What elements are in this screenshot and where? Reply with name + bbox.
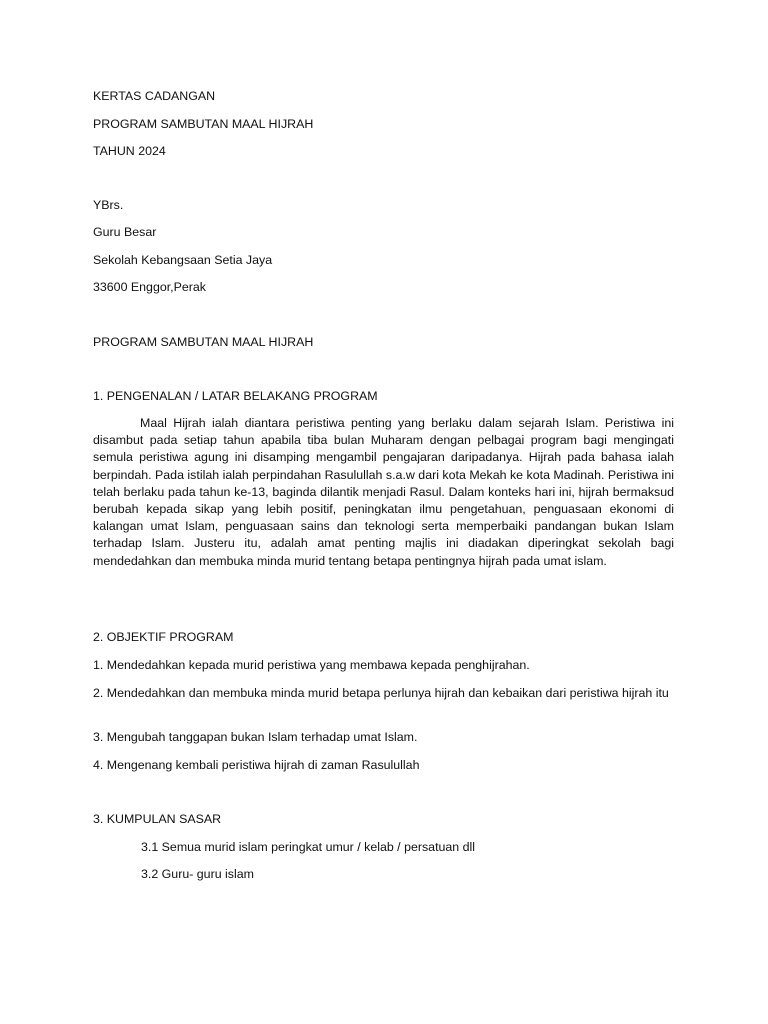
doc-title-line-1: KERTAS CADANGAN (93, 89, 216, 103)
section-2-heading: 2. OBJEKTIF PROGRAM (93, 630, 234, 644)
recipient-title: Guru Besar (93, 225, 157, 239)
recipient-salutation: YBrs. (93, 198, 124, 212)
recipient-address: 33600 Enggor,Perak (93, 280, 206, 294)
target-group-item-2: 3.2 Guru- guru islam (141, 867, 254, 881)
subject-heading: PROGRAM SAMBUTAN MAAL HIJRAH (93, 335, 314, 349)
recipient-school: Sekolah Kebangsaan Setia Jaya (93, 253, 273, 267)
target-group-item-1: 3.1 Semua murid islam peringkat umur / kelab / persatuan dll (141, 840, 476, 854)
section-3-heading: 3. KUMPULAN SASAR (93, 812, 222, 826)
section-1-paragraph-text: Maal Hijrah ialah diantara peristiwa penting yang berlaku dalam sejarah Islam. Peristiwa ini disambut pada setiap tahun apabila tiba bulan Muharam dengan pelbagai program bagi mengingati semula peristiwa agung ini disamping mengambil pengajaran daripadanya. Hijrah pada bahasa ialah berpindah. Pada istilah ialah perpindahan Rasulullah s.a.w dari kota Mekah ke kota Madinah. Peristiwa ini telah berlaku pada tahun ke-13, baginda dilantik menjadi Rasul. Dalam konteks hari ini, hijrah bermaksud berubah kepada sikap yang lebih positif, peningkatan ilmu pengetahuan, penguasaan ekonomi di kalangan umat Islam, penguasaan sains dan teknologi serta memperbaiki pandangan bukan Islam terhadap Islam. Justeru itu, adalah amat penting majlis ini diadakan diperingkat sekolah bagi mendedahkan dan membuka minda murid tentang betapa pentingnya hijrah pada umat islam. (93, 416, 674, 568)
doc-title-line-3: TAHUN 2024 (93, 144, 166, 158)
doc-title-line-2: PROGRAM SAMBUTAN MAAL HIJRAH (93, 117, 314, 131)
objective-item-3: 3. Mengubah tanggapan bukan Islam terhadap umat Islam. (93, 730, 418, 744)
objective-item-2: 2. Mendedahkan dan membuka minda murid betapa perlunya hijrah dan kebaikan dari peristiwa hijrah itu (93, 686, 669, 700)
objective-item-1: 1. Mendedahkan kepada murid peristiwa yang membawa kepada penghijrahan. (93, 658, 530, 672)
section-1-heading: 1. PENGENALAN / LATAR BELAKANG PROGRAM (93, 389, 378, 403)
objective-item-4: 4. Mengenang kembali peristiwa hijrah di zaman Rasulullah (93, 758, 420, 772)
section-1-paragraph (93, 415, 674, 570)
